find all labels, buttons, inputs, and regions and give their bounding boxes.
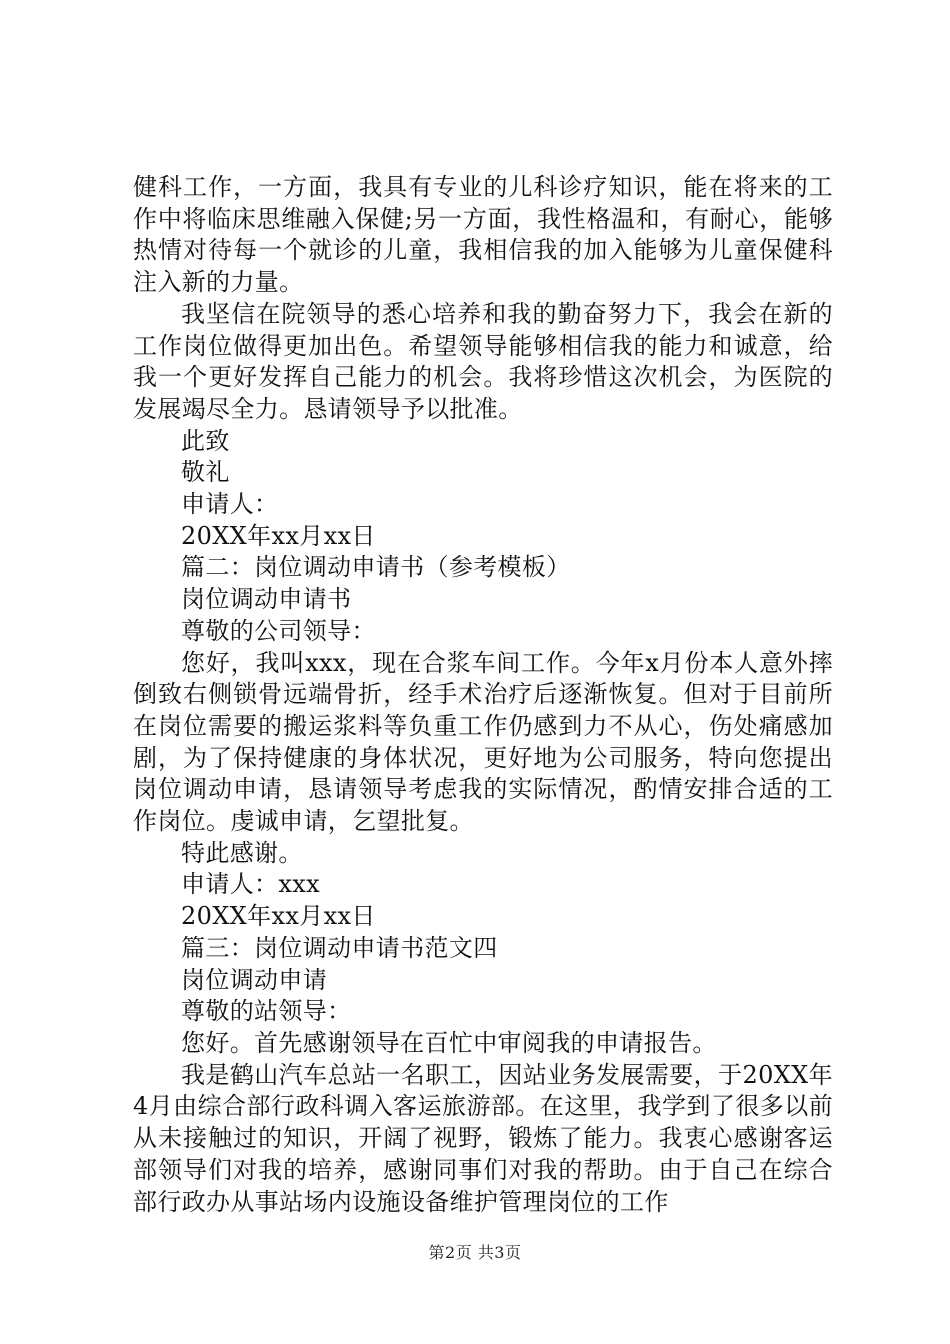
paragraph: 我是鹤山汽车总站一名职工，因站业务发展需要，于20XX年4月由综合部行政科调入客运旅游部。在这里，我学到了很多以前从未接触过的知识，开阔了视野，锻炼了能力。我衷心感谢客运部领导们对我的培养，感谢同事们对我的帮助。由于自己在综合部行政办从事站场内设施设备维护管理岗位的工作: [133, 1060, 833, 1216]
closing-salutation: 此致: [181, 426, 230, 455]
paragraph: 您好，我叫xxx，现在合浆车间工作。今年x月份本人意外摔倒致右侧锁骨远端骨折，经手术治疗后逐渐恢复。但对于目前所在岗位需要的搬运浆料等负重工作仍感到力不从心，伤处痛感加剧，为了保持健康的身体状况，更好地为公司服务，特向您提出岗位调动申请，恳请领导考虑我的实际情况，酌情安排合适的工作岗位。虔诚申请，乞望批复。: [133, 648, 833, 836]
closing-thanks: 特此感谢。: [181, 838, 303, 867]
letter-title: 岗位调动申请: [181, 965, 328, 994]
applicant-line: 申请人：: [181, 490, 279, 519]
letter-title: 岗位调动申请书: [181, 585, 352, 614]
document-body: [133, 172, 833, 1218]
date-line: 20XX年xx月xx日: [181, 902, 376, 931]
greeting: 尊敬的公司领导：: [181, 616, 376, 645]
paragraph-continuation: 健科工作，一方面，我具有专业的儿科诊疗知识，能在将来的工作中将临床思维融入保健;另一方面，我性格温和，有耐心，能够热情对待每一个就诊的儿童，我相信我的加入能够为儿童保健科注入新的力量。: [133, 173, 833, 297]
paragraph: 您好。首先感谢领导在百忙中审阅我的申请报告。: [181, 1028, 717, 1057]
section-heading: 篇三：岗位调动申请书范文四: [181, 933, 498, 962]
page-number-footer: 第2页 共3页: [428, 1243, 522, 1262]
greeting: 尊敬的站领导：: [181, 997, 352, 1026]
date-line: 20XX年xx月xx日: [181, 521, 376, 550]
section-heading: 篇二：岗位调动申请书（参考模板）: [181, 553, 571, 582]
applicant-line: 申请人：xxx: [181, 870, 321, 899]
paragraph: 我坚信在院领导的悉心培养和我的勤奋努力下，我会在新的工作岗位做得更加出色。希望领导能够相信我的能力和诚意，给我一个更好发挥自己能力的机会。我将珍惜这次机会，为医院的发展竭尽全力。恳请领导予以批准。: [133, 299, 833, 423]
closing-regards: 敬礼: [181, 458, 230, 487]
